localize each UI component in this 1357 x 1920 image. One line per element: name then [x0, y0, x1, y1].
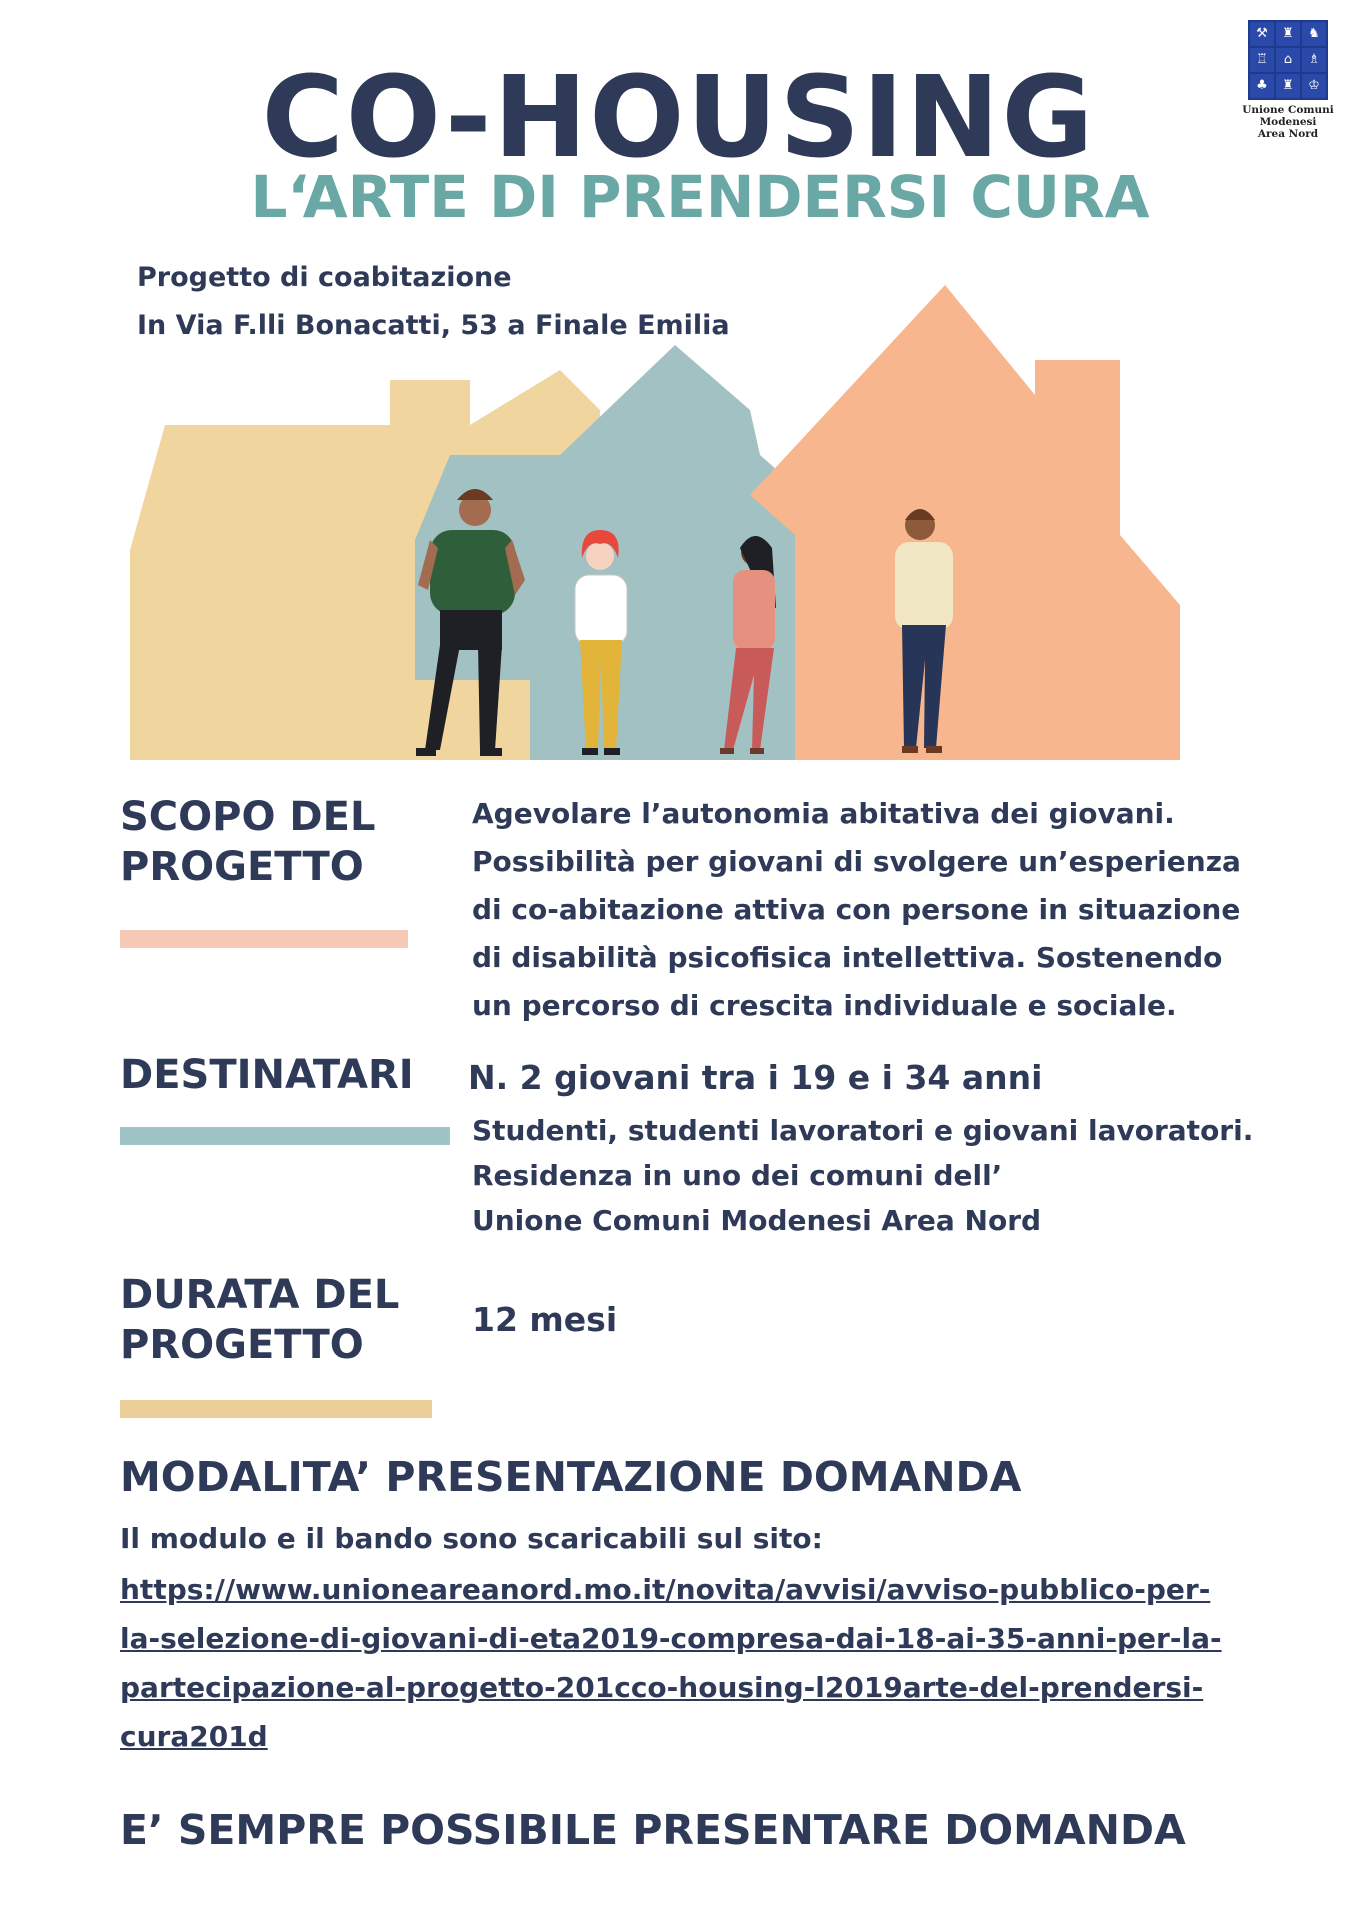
page-subtitle: L‘ARTE DI PRENDERSI CURA: [250, 163, 1150, 231]
orange-house: [750, 285, 1180, 760]
durata-heading-line2: PROGETTO: [120, 1322, 364, 1368]
houses-people-illustration: [130, 280, 1240, 790]
destinatari-lead: N. 2 giovani tra i 19 e i 34 anni: [468, 1058, 1043, 1097]
destinatari-divider-bar: [120, 1127, 450, 1145]
download-link-line[interactable]: partecipazione-al-progetto-201cco-housing-l2019arte-del-prendersi-: [120, 1671, 1204, 1704]
modalita-heading: MODALITA’ PRESENTAZIONE DOMANDA: [120, 1453, 1022, 1501]
intro-line2: In Via F.lli Bonacatti, 53 a Finale Emilia: [137, 310, 730, 341]
logo-caption: [1238, 104, 1338, 140]
destinatari-line: Studenti, studenti lavoratori e giovani lavoratori.: [472, 1114, 1254, 1147]
durata-value: 12 mesi: [472, 1300, 618, 1339]
logo-caption-line2: Modenesi: [1259, 116, 1317, 128]
destinatari-heading: DESTINATARI: [120, 1052, 414, 1098]
logo-caption-line3: Area Nord: [1257, 128, 1319, 140]
durata-heading-line1: DURATA DEL: [120, 1272, 400, 1318]
download-link-line[interactable]: https://www.unioneareanord.mo.it/novita/avvisi/avviso-pubblico-per-: [120, 1573, 1211, 1606]
scopo-line: Agevolare l’autonomia abitativa dei giovani.: [472, 797, 1175, 830]
download-link-line[interactable]: la-selezione-di-giovani-di-eta2019-compresa-dai-18-ai-35-anni-per-la-: [120, 1622, 1222, 1655]
logo-caption-line1: Unione Comuni: [1242, 104, 1334, 116]
destinatari-line: Unione Comuni Modenesi Area Nord: [472, 1204, 1042, 1237]
destinatari-line: Residenza in uno dei comuni dell’: [472, 1159, 1003, 1192]
scopo-divider-bar: [120, 930, 408, 948]
intro-line1: Progetto di coabitazione: [137, 262, 512, 293]
destinatari-text: [472, 1108, 1352, 1243]
modalita-text: Il modulo e il bando sono scaricabili sul sito:: [120, 1522, 823, 1555]
coat-of-arms-icon: ⚒ ♜ ♞ ♖ ⌂ ♗ ♣ ♜ ♔: [1248, 20, 1328, 100]
page-title: CO-HOUSING: [261, 53, 1096, 183]
scopo-heading-line1: SCOPO DEL: [120, 794, 376, 840]
logo: [1238, 20, 1338, 140]
scopo-text: [472, 790, 1352, 1030]
scopo-line: Possibilità per giovani di svolgere un’esperienza: [472, 845, 1241, 878]
scopo-line: un percorso di crescita individuale e sociale.: [472, 989, 1177, 1022]
scopo-heading-line2: PROGETTO: [120, 844, 364, 890]
scopo-line: di disabilità psicofisica intellettiva. Sostenendo: [472, 941, 1223, 974]
durata-divider-bar: [120, 1400, 432, 1418]
footer-note: E’ SEMPRE POSSIBILE PRESENTARE DOMANDA: [120, 1806, 1186, 1854]
download-link-line[interactable]: cura201d: [120, 1720, 268, 1753]
download-link[interactable]: [120, 1565, 1300, 1761]
scopo-line: di co-abitazione attiva con persone in situazione: [472, 893, 1241, 926]
